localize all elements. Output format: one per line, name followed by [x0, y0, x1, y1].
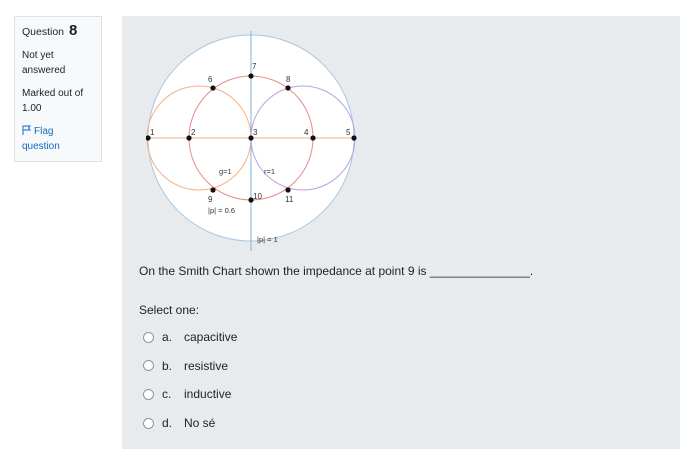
point-2-label: 2 — [191, 128, 196, 137]
answer-options — [143, 323, 237, 437]
point-6-label: 6 — [208, 75, 213, 84]
question-state: Not yet answered — [22, 50, 66, 76]
question-number: 8 — [68, 22, 78, 39]
option-d-text: No sé — [184, 416, 216, 431]
option-b-letter: b. — [162, 358, 173, 373]
point-10-label: 10 — [253, 192, 262, 201]
point-4-label: 4 — [304, 128, 309, 137]
smith-chart-figure — [146, 23, 361, 251]
flag-icon — [22, 125, 31, 135]
question-number-heading — [22, 23, 94, 40]
option-c-radio[interactable] — [143, 389, 154, 400]
question-info-panel — [14, 16, 102, 162]
option-c[interactable] — [143, 380, 237, 409]
option-d-radio[interactable] — [143, 418, 154, 429]
question-text: On the Smith Chart shown the impedance at point 9 is _______________. — [139, 264, 534, 278]
question-content — [122, 16, 680, 449]
point-11-label: 11 — [285, 195, 294, 204]
point-6-dot — [210, 85, 215, 90]
option-b[interactable] — [143, 352, 237, 381]
option-d[interactable] — [143, 409, 237, 438]
flag-question-link[interactable] — [22, 124, 94, 154]
option-c-text: inductive — [184, 387, 232, 402]
option-b-radio[interactable] — [143, 360, 154, 371]
option-a-text: capacitive — [184, 330, 238, 345]
option-c-letter: c. — [162, 387, 172, 402]
point-9-label: 9 — [208, 195, 213, 204]
question-grade: Marked out of 1.00 — [22, 88, 84, 114]
rho-06-label: |p| = 0.6 — [208, 206, 236, 215]
point-9-dot — [210, 187, 215, 192]
r1-label: r=1 — [264, 167, 276, 176]
point-11-dot — [285, 187, 290, 192]
point-7-label: 7 — [252, 62, 257, 71]
option-a[interactable] — [143, 323, 237, 352]
option-d-letter: d. — [162, 416, 173, 431]
option-a-letter: a. — [162, 330, 173, 345]
point-5-dot — [351, 135, 356, 140]
select-one-prompt: Select one: — [139, 303, 200, 317]
point-7-dot — [248, 73, 253, 78]
point-8-dot — [285, 85, 290, 90]
rho-1-label: |p| = 1 — [257, 235, 278, 244]
point-4-dot — [310, 135, 315, 140]
point-1-label: 1 — [150, 128, 155, 137]
option-b-text: resistive — [184, 358, 229, 373]
point-8-label: 8 — [286, 75, 291, 84]
point-5-label: 5 — [346, 128, 351, 137]
option-a-radio[interactable] — [143, 332, 154, 343]
point-3-label: 3 — [253, 128, 258, 137]
g1-label: g=1 — [219, 167, 232, 176]
question-label: Question — [22, 26, 65, 38]
flag-question-label: Flag question — [22, 126, 60, 152]
